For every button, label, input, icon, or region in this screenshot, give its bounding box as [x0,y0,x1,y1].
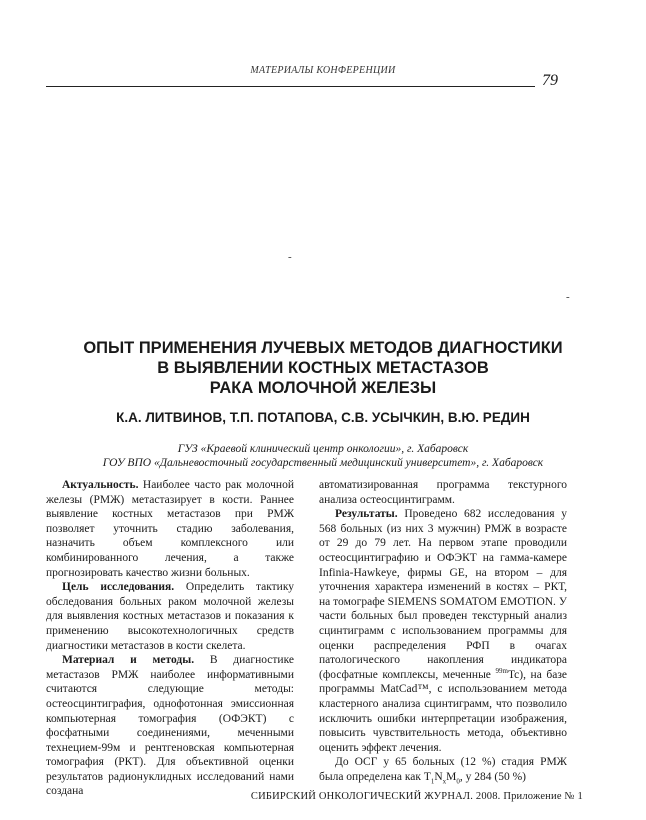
affiliations [0,442,646,470]
article-title [0,338,646,398]
paragraph-staging [319,755,567,784]
affiliation-line: ГОУ ВПО «Дальневосточный государственный медицинский университет», г. Хабаровск [102,457,544,469]
tnm-letter: M [446,770,457,783]
paragraph-text: В диагностике метастазов РМЖ наиболее информативными считаются следующие методы: остеосцинтиграфия, однофотонная эмиссионная компьютерная томография (ОФЭКТ) с фосфатными соединениями, меченными технецием-99м и рентгеновская компьютерная томография (РКТ). Для объективной оценки результатов радионуклидных исследований нами создана [46,654,294,798]
section-head-aim: Цель исследования. [62,581,175,594]
paragraph-results [319,507,567,755]
paragraph-methods [46,653,294,799]
journal-footer: СИБИРСКИЙ ОНКОЛОГИЧЕСКИЙ ЖУРНАЛ. 2008. Приложение № 1 [250,791,583,802]
section-head-relevance: Актуальность. [62,479,139,491]
title-line: В ВЫЯВЛЕНИИ КОСТНЫХ МЕТАСТАЗОВ [157,359,489,377]
header-rule [46,86,535,87]
paragraph-text: До ОСГ у 65 больных (12 %) стадия РМЖ была определена как T [319,756,567,783]
tnm-letter: N [434,770,443,783]
paragraph-text: Наиболее часто рак молочной железы (РМЖ) метастазирует в кости. Раннее выявление костных метастазов при РМЖ позволяет уточнить стадию заболевания, назначить объем комплексного или комбинированного лечения, а также прогнозировать качество жизни больных. [46,479,294,579]
paragraph-text: , у 284 (50 %) [459,770,527,783]
paragraph-text: Проведено 682 исследования у 568 больных (из них 3 мужчин) РМЖ в возрасте от 29 до 79 лет. На первом этапе проводили остеосцинтиграфию и ОФЭКТ на гамма-камере Infinia-Hawkeye, фирмы GE, на втором – для уточнения характера изменений в костях – РКТ, на томографе SIEMENS SOMATOM EMOTION. У части больных был проведен текстурный анализ сцинтиграмм с использованием программы для оценки распределения РФП в очагах патологического накопления индикатора (фосфатные комплексы, меченные [319,508,567,681]
running-head: МАТЕРИАЛЫ КОНФЕРЕНЦИИ [250,65,396,76]
page-number: 79 [542,72,558,89]
right-column [319,478,567,784]
section-head-methods: Материал и методы. [62,654,195,667]
title-line: ОПЫТ ПРИМЕНЕНИЯ ЛУЧЕВЫХ МЕТОДОВ ДИАГНОСТИКИ [83,339,563,357]
stray-mark: - [288,251,292,263]
title-line: РАКА МОЛОЧНОЙ ЖЕЛЕЗЫ [209,379,437,397]
tnm-subscript: x [442,777,447,786]
paragraph-text: Определить тактику обследования больных раком молочной железы для выявления костных метастазов и показания к применению высокотехнологичных средств диагностики метастазов в кости скелета. [46,581,295,652]
section-head-results: Результаты. [335,508,398,521]
paragraph-continued [319,478,567,507]
paragraph-relevance [46,478,294,580]
paragraph-aim [46,580,294,653]
paragraph-text: Tc), на базе программы MatCad™, с использованием метода кластерного анализа сцинтиграмм, что позволило исключить ошибки интерпретации изображения, повысить чувствительность метода, объективно оценить эффект лечения. [319,668,567,754]
tnm-subscript: 1 [430,777,435,786]
author-list: К.А. ЛИТВИНОВ, Т.П. ПОТАПОВА, С.В. УСЫЧКИН, В.Ю. РЕДИН [116,410,530,425]
paragraph-text: автоматизированная программа текстурного анализа остеосцинтиграмм. [319,479,567,506]
stray-mark: - [566,291,570,303]
tnm-subscript: 0 [456,777,460,786]
affiliation-line: ГУЗ «Краевой клинический центр онкологии», г. Хабаровск [177,443,469,455]
isotope-superscript: 99m [495,666,508,675]
left-column [46,478,294,799]
